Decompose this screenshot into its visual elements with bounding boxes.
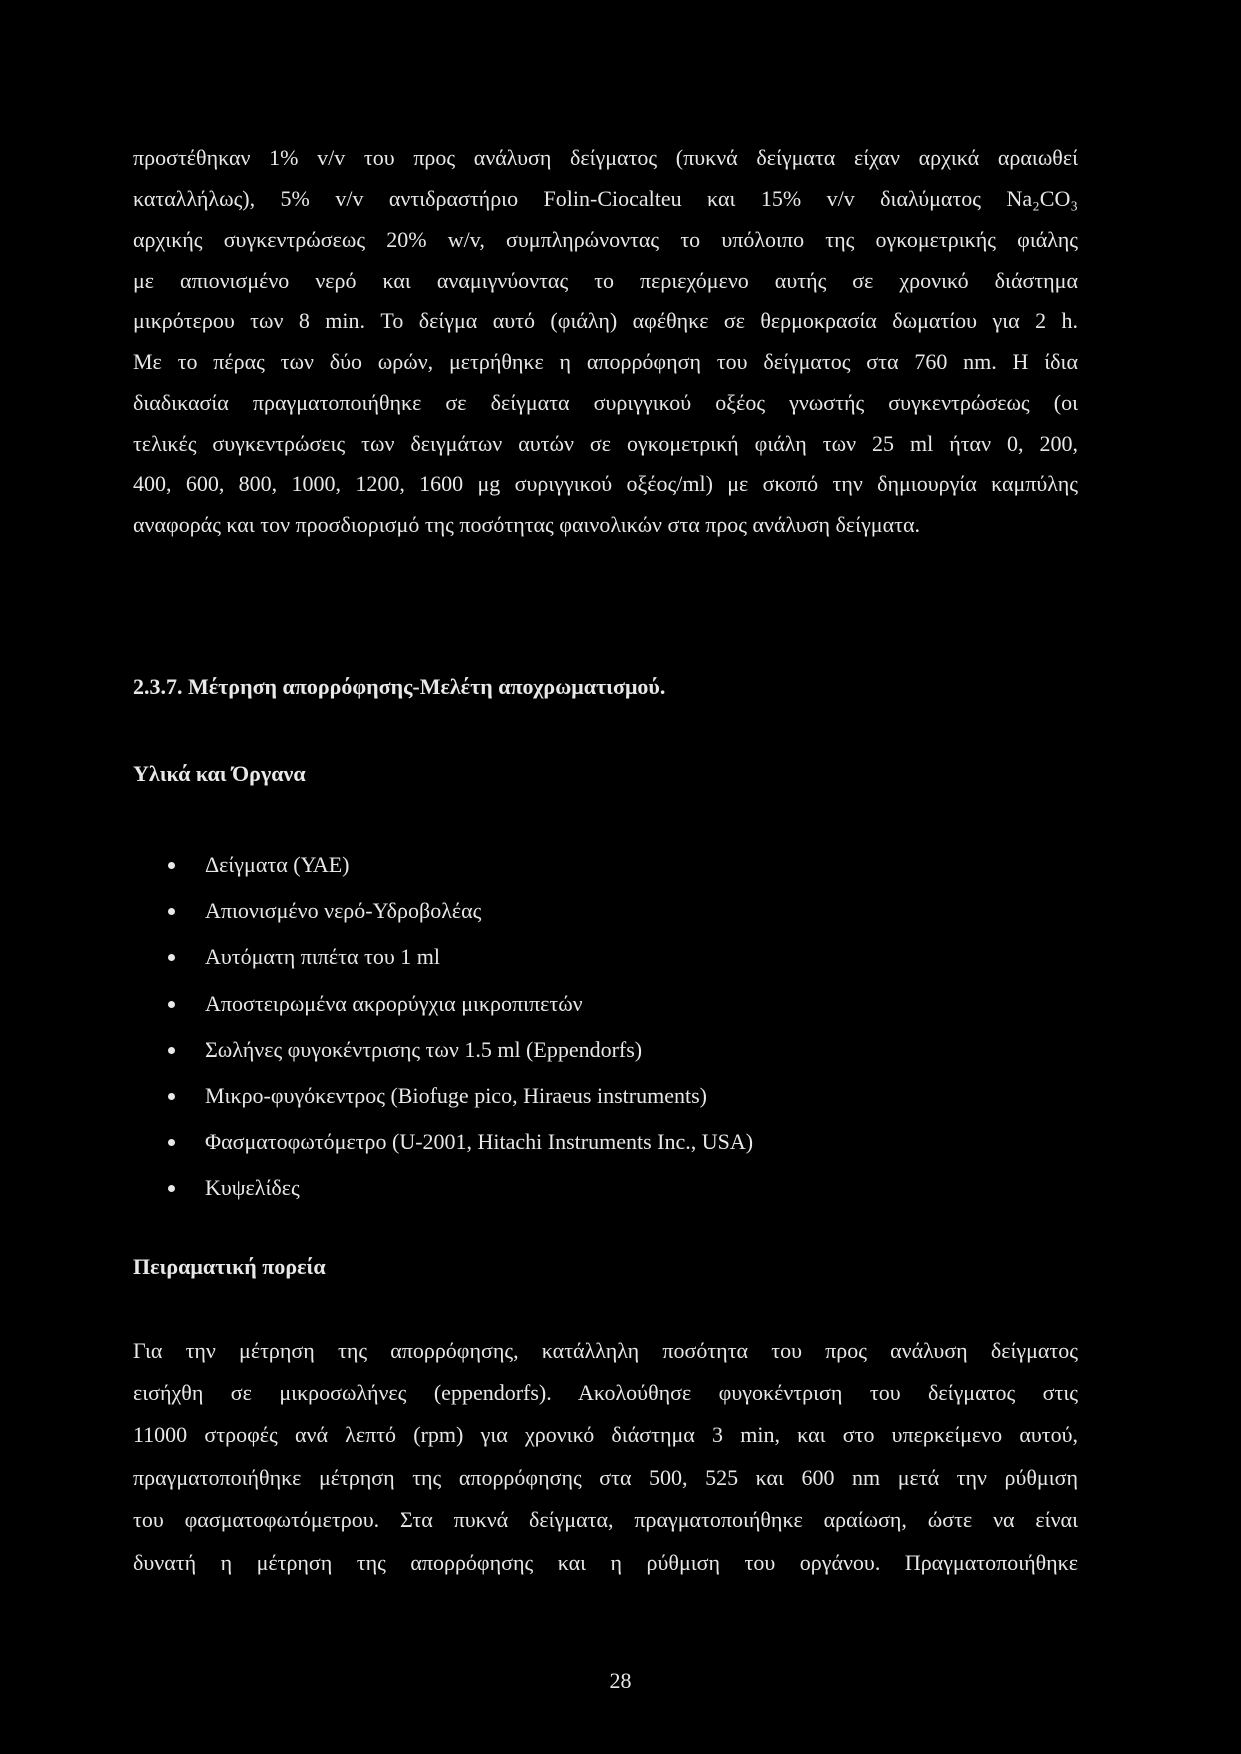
- materials-heading: Υλικά και Όργανα: [133, 761, 306, 786]
- paragraph-2-line: του φασματοφωτόμετρου. Στα πυκνά δείγματα, πραγματοποιήθηκε αραίωση, ώστε να είναι: [133, 1507, 1078, 1532]
- paragraph-1-line: αρχικής συγκεντρώσεως 20% w/v, συμπληρώνοντας το υπόλοιπο της ογκομετρικής φιάλης: [133, 227, 1078, 252]
- bullet-icon: [168, 1185, 175, 1192]
- bullet-icon: [168, 1139, 175, 1146]
- list-item-text: Κυψελίδες: [205, 1175, 300, 1201]
- paragraph-1-line: Με το πέρας των δύο ωρών, μετρήθηκε η απορρόφηση του δείγματος στα 760 nm. Η ίδια: [133, 349, 1078, 374]
- section-heading: 2.3.7. Μέτρηση απορρόφησης-Μελέτη αποχρωματισμού.: [133, 674, 666, 699]
- paragraph-2-line: πραγματοποιήθηκε μέτρηση της απορρόφησης στα 500, 525 και 600 nm μετά την ρύθμιση: [133, 1465, 1078, 1490]
- paragraph-1-line: τελικές συγκεντρώσεις των δειγμάτων αυτών σε ογκομετρική φιάλη των 25 ml ήταν 0, 200,: [133, 431, 1078, 456]
- paragraph-1-line: 400, 600, 800, 1000, 1200, 1600 μg συριγγικού οξέος/ml) με σκοπό την δημιουργία καμπύλης: [133, 471, 1078, 496]
- bullet-icon: [168, 1047, 175, 1054]
- bullet-icon: [168, 908, 175, 915]
- paragraph-1-line: καταλλήλως), 5% v/v αντιδραστήριο Folin-Ciocalteu και 15% v/v διαλύματος Na₂CO₃: [133, 186, 1079, 211]
- bullet-icon: [168, 862, 175, 869]
- list-item-text: Φασματοφωτόμετρο (U-2001, Hitachi Instruments Inc., USA): [205, 1129, 754, 1155]
- paragraph-2-line: 11000 στροφές ανά λεπτό (rpm) για χρονικό διάστημα 3 min, και στο υπερκείμενο αυτού,: [133, 1422, 1078, 1447]
- paragraph-1-line: μικρότερου των 8 min. Το δείγμα αυτό (φιάλη) αφέθηκε σε θερμοκρασία δωματίου για 2 h.: [133, 308, 1078, 333]
- bullet-icon: [168, 954, 175, 961]
- paragraph-1-line: διαδικασία πραγματοποιήθηκε σε δείγματα συριγγικού οξέος γνωστής συγκεντρώσεως (οι: [133, 390, 1078, 415]
- list-item-text: Απιονισμένο νερό-Υδροβολέας: [205, 898, 482, 924]
- paragraph-2-line: δυνατή η μέτρηση της απορρόφησης και η ρύθμιση του οργάνου. Πραγματοποιήθηκε: [133, 1550, 1078, 1575]
- list-item-text: Σωλήνες φυγοκέντρισης των 1.5 ml (Eppendorfs): [205, 1036, 643, 1062]
- list-item-text: Αποστειρωμένα ακρορύγχια μικροπιπετών: [205, 990, 583, 1016]
- paragraph-1-line: προστέθηκαν 1% v/v του προς ανάλυση δείγματος (πυκνά δείγματα είχαν αρχικά αραιωθεί: [133, 145, 1078, 170]
- paragraph-1-line: αναφοράς και τον προσδιορισμό της ποσότητας φαινολικών στα προς ανάλυση δείγματα.: [133, 512, 920, 537]
- procedure-heading: Πειραματική πορεία: [133, 1254, 326, 1279]
- list-item-text: Δείγματα (ΥΑΕ): [205, 852, 350, 877]
- page-number: 28: [609, 1668, 632, 1693]
- paragraph-2-line: εισήχθη σε μικροσωλήνες (eppendorfs). Ακολούθησε φυγοκέντριση του δείγματος στις: [133, 1380, 1078, 1405]
- list-item-text: Μικρο-φυγόκεντρος (Biofuge pico, Hiraeus instruments): [205, 1082, 707, 1108]
- bullet-icon: [168, 1001, 175, 1008]
- list-item-text: Αυτόματη πιπέτα του 1 ml: [205, 944, 440, 970]
- bullet-icon: [168, 1093, 175, 1100]
- paragraph-1-line: με απιονισμένο νερό και αναμιγνύοντας το περιεχόμενο αυτής σε χρονικό διάστημα: [133, 268, 1078, 293]
- paragraph-2-line: Για την μέτρηση της απορρόφησης, κατάλληλη ποσότητα του προς ανάλυση δείγματος: [133, 1338, 1078, 1363]
